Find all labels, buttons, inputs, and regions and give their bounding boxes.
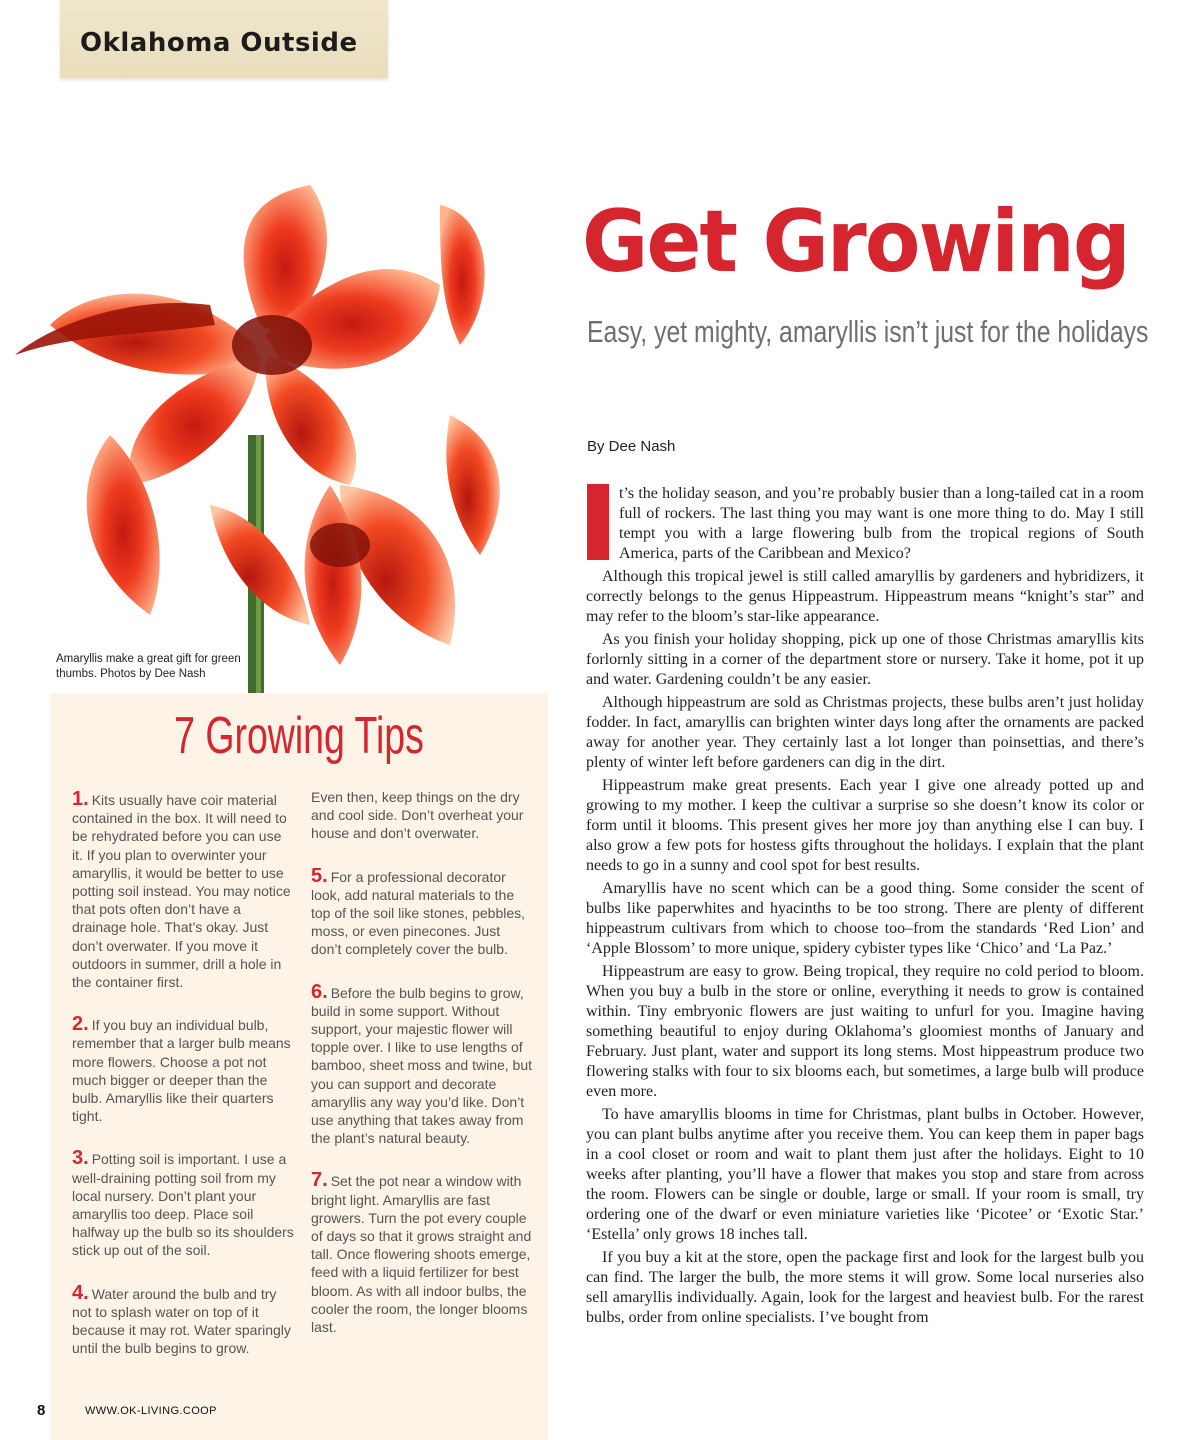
tips-column-left: [72, 790, 294, 1381]
tips-title: 7 Growing Tips: [174, 707, 424, 765]
tips-column-right: [311, 788, 533, 1360]
tip-item: 7. Set the pot near a window with bright light. Amaryllis are fast growers. Turn the pot every couple of days so that it grows straight and tall. Once flowering shoots emerge, feed with a liquid fertilizer for best bloom. As with all indoor bulbs, the cooler the room, the longer blooms last.: [311, 1169, 532, 1336]
tip-item: 5. For a professional decorator look, add natural materials to the top of the soil like stones, pebbles, moss, or even pinecones. Just don’t completely cover the bulb.: [311, 864, 526, 958]
article-paragraph: If you buy a kit at the store, open the package first and look for the largest bulb you can find. The larger the bulb, the more stems it will grow. Some local nurseries also sell amaryllis individually. Again, look for the largest and heaviest bulb. For the rarest bulbs, order from online specialists. I’ve bought from: [586, 1249, 1144, 1326]
article-paragraph: Although hippeastrum are sold as Christmas projects, these bulbs aren’t just holiday fodder. In fact, amaryllis can brighten winter days long after the ornaments are packed away for another year. They certainly last a lot longer than poinsettias, and there’s plenty of winter left before gardeners can dig in the dirt.: [586, 694, 1144, 771]
tip-number: 3.: [72, 1147, 89, 1170]
section-tab: [60, 0, 388, 78]
drop-cap: I: [587, 484, 609, 560]
tip-item: 3. Potting soil is important. I use a well-draining potting soil from my local nursery. Don’t plant your amaryllis too deep. Place soil halfway up the bulb so its shoulders stick up out of the soil.: [72, 1147, 294, 1259]
amaryllis-photo: [10, 185, 520, 693]
article-subtitle: Easy, yet mighty, amaryllis isn’t just for the holidays: [587, 314, 1149, 349]
tip-continuation: Even then, keep things on the dry and cool side. Don’t overheat your house and don’t overwater.: [311, 789, 524, 842]
article-title: Get Growing: [582, 192, 1129, 292]
tip-number: 2.: [72, 1013, 89, 1036]
article-paragraph: To have amaryllis blooms in time for Christmas, plant bulbs in October. However, you can plant bulbs anytime after you receive them. You can keep them in paper bags in a cool closet or room and wait to plant them just after the holidays. Eight to 10 weeks after planting, you’ll have a flower that makes you stop and stare from across the room. Flowers can be single or double, large or small. If your room is small, try ordering one of the dwarf or even miniature varieties like ‘Picotee’ or ‘Exotic Star.’ ‘Estella’ only grows 18 inches tall.: [586, 1106, 1144, 1243]
tip-number: 5.: [311, 864, 328, 887]
article-paragraph: Hippeastrum are easy to grow. Being tropical, they require no cold period to bloom. When you buy a bulb in the store or online, everything it needs to grow is contained within. Tiny embryonic flowers are just waiting to unfurl for you. Imagine having something beautiful to enjoy during Oklahoma’s gloomiest months of January and February. Just plant, water and support its long stems. Most hippeastrum produce two flowering stalks with four to six blooms each, but sometimes, a large bulb will produce even more.: [586, 963, 1144, 1100]
article-paragraph: Although this tropical jewel is still called amaryllis by gardeners and hybridizers, it correctly belongs to the genus Hippeastrum. Hippeastrum means “knight’s star” and may refer to the bloom’s star-like appearance.: [586, 568, 1144, 625]
article-paragraph: Hippeastrum make great presents. Each year I give one already potted up and growing to my mother. I keep the cultivar a surprise so she doesn’t know its color or form until it blooms. This present gives her more joy than anything else I can buy. I also grow a few pots for hostess gifts throughout the holidays. I explain that the plant needs to go in a sunny and cool spot for best results.: [586, 777, 1144, 874]
tip-number: 1.: [72, 788, 89, 810]
page-number: 8: [37, 1402, 46, 1419]
tip-number: 4.: [72, 1281, 89, 1304]
tip-item: 4. Water around the bulb and try not to splash water on top of it because it may rot. Water sparingly until the bulb begins to grow.: [72, 1281, 291, 1357]
article-paragraph: Amaryllis have no scent which can be a good thing. Some consider the scent of bulbs like paperwhites and hyacinths to be too strong. There are plenty of different hippeastrum cultivars from which to choose too–from the standards ‘Red Lion’ and ‘Apple Blossom’ to more unique, spidery cybister types like ‘Chico’ and ‘La Paz.’: [586, 880, 1144, 957]
footer-url: WWW.OK-LIVING.COOP: [85, 1405, 217, 1417]
tip-item: 6. Before the bulb begins to grow, build in some support. Without support, your majestic flower will topple over. I like to use lengths of bamboo, sheet moss and twine, but you can support and decorate amaryllis any way you’d like. Don’t use anything that takes away from the plant’s natural beauty.: [311, 980, 533, 1147]
byline: By Dee Nash: [587, 438, 676, 455]
tip-item: 1. Kits usually have coir material contained in the box. It will need to be rehydrated before you can use it. If you plan to overwinter your amaryllis, it would be better to use potting soil instead. You may notice that pots often don’t have a drainage hole. That’s okay. Just don’t overwater. If you move it outdoors in summer, drill a hole in the container first.: [72, 788, 291, 991]
tip-item: 2. If you buy an individual bulb, remember that a larger bulb means more flowers. Choose a pot not much bigger or deeper than the bulb. Amaryllis like their quarters tight.: [72, 1013, 291, 1125]
photo-caption: Amaryllis make a great gift for green thumbs. Photos by Dee Nash: [56, 653, 241, 680]
article-paragraph: As you finish your holiday shopping, pick up one of those Christmas amaryllis kits forlornly sitting in a corner of the department store or nursery. Take it home, pot it up and water. Gardening couldn’t be any easier.: [586, 631, 1144, 688]
tip-number: 7.: [311, 1169, 328, 1192]
tip-number: 6.: [311, 980, 328, 1003]
article-body: [586, 484, 1144, 1331]
section-label: Oklahoma Outside: [80, 28, 358, 58]
article-paragraph: I t’s the holiday season, and you’re probably busier than a long-tailed cat in a room full of rockers. The last thing you may want is one more thing to do. May I still tempt you with a large flowering bulb from the tropical regions of South America, parts of the Caribbean and Mexico?: [587, 485, 1144, 562]
